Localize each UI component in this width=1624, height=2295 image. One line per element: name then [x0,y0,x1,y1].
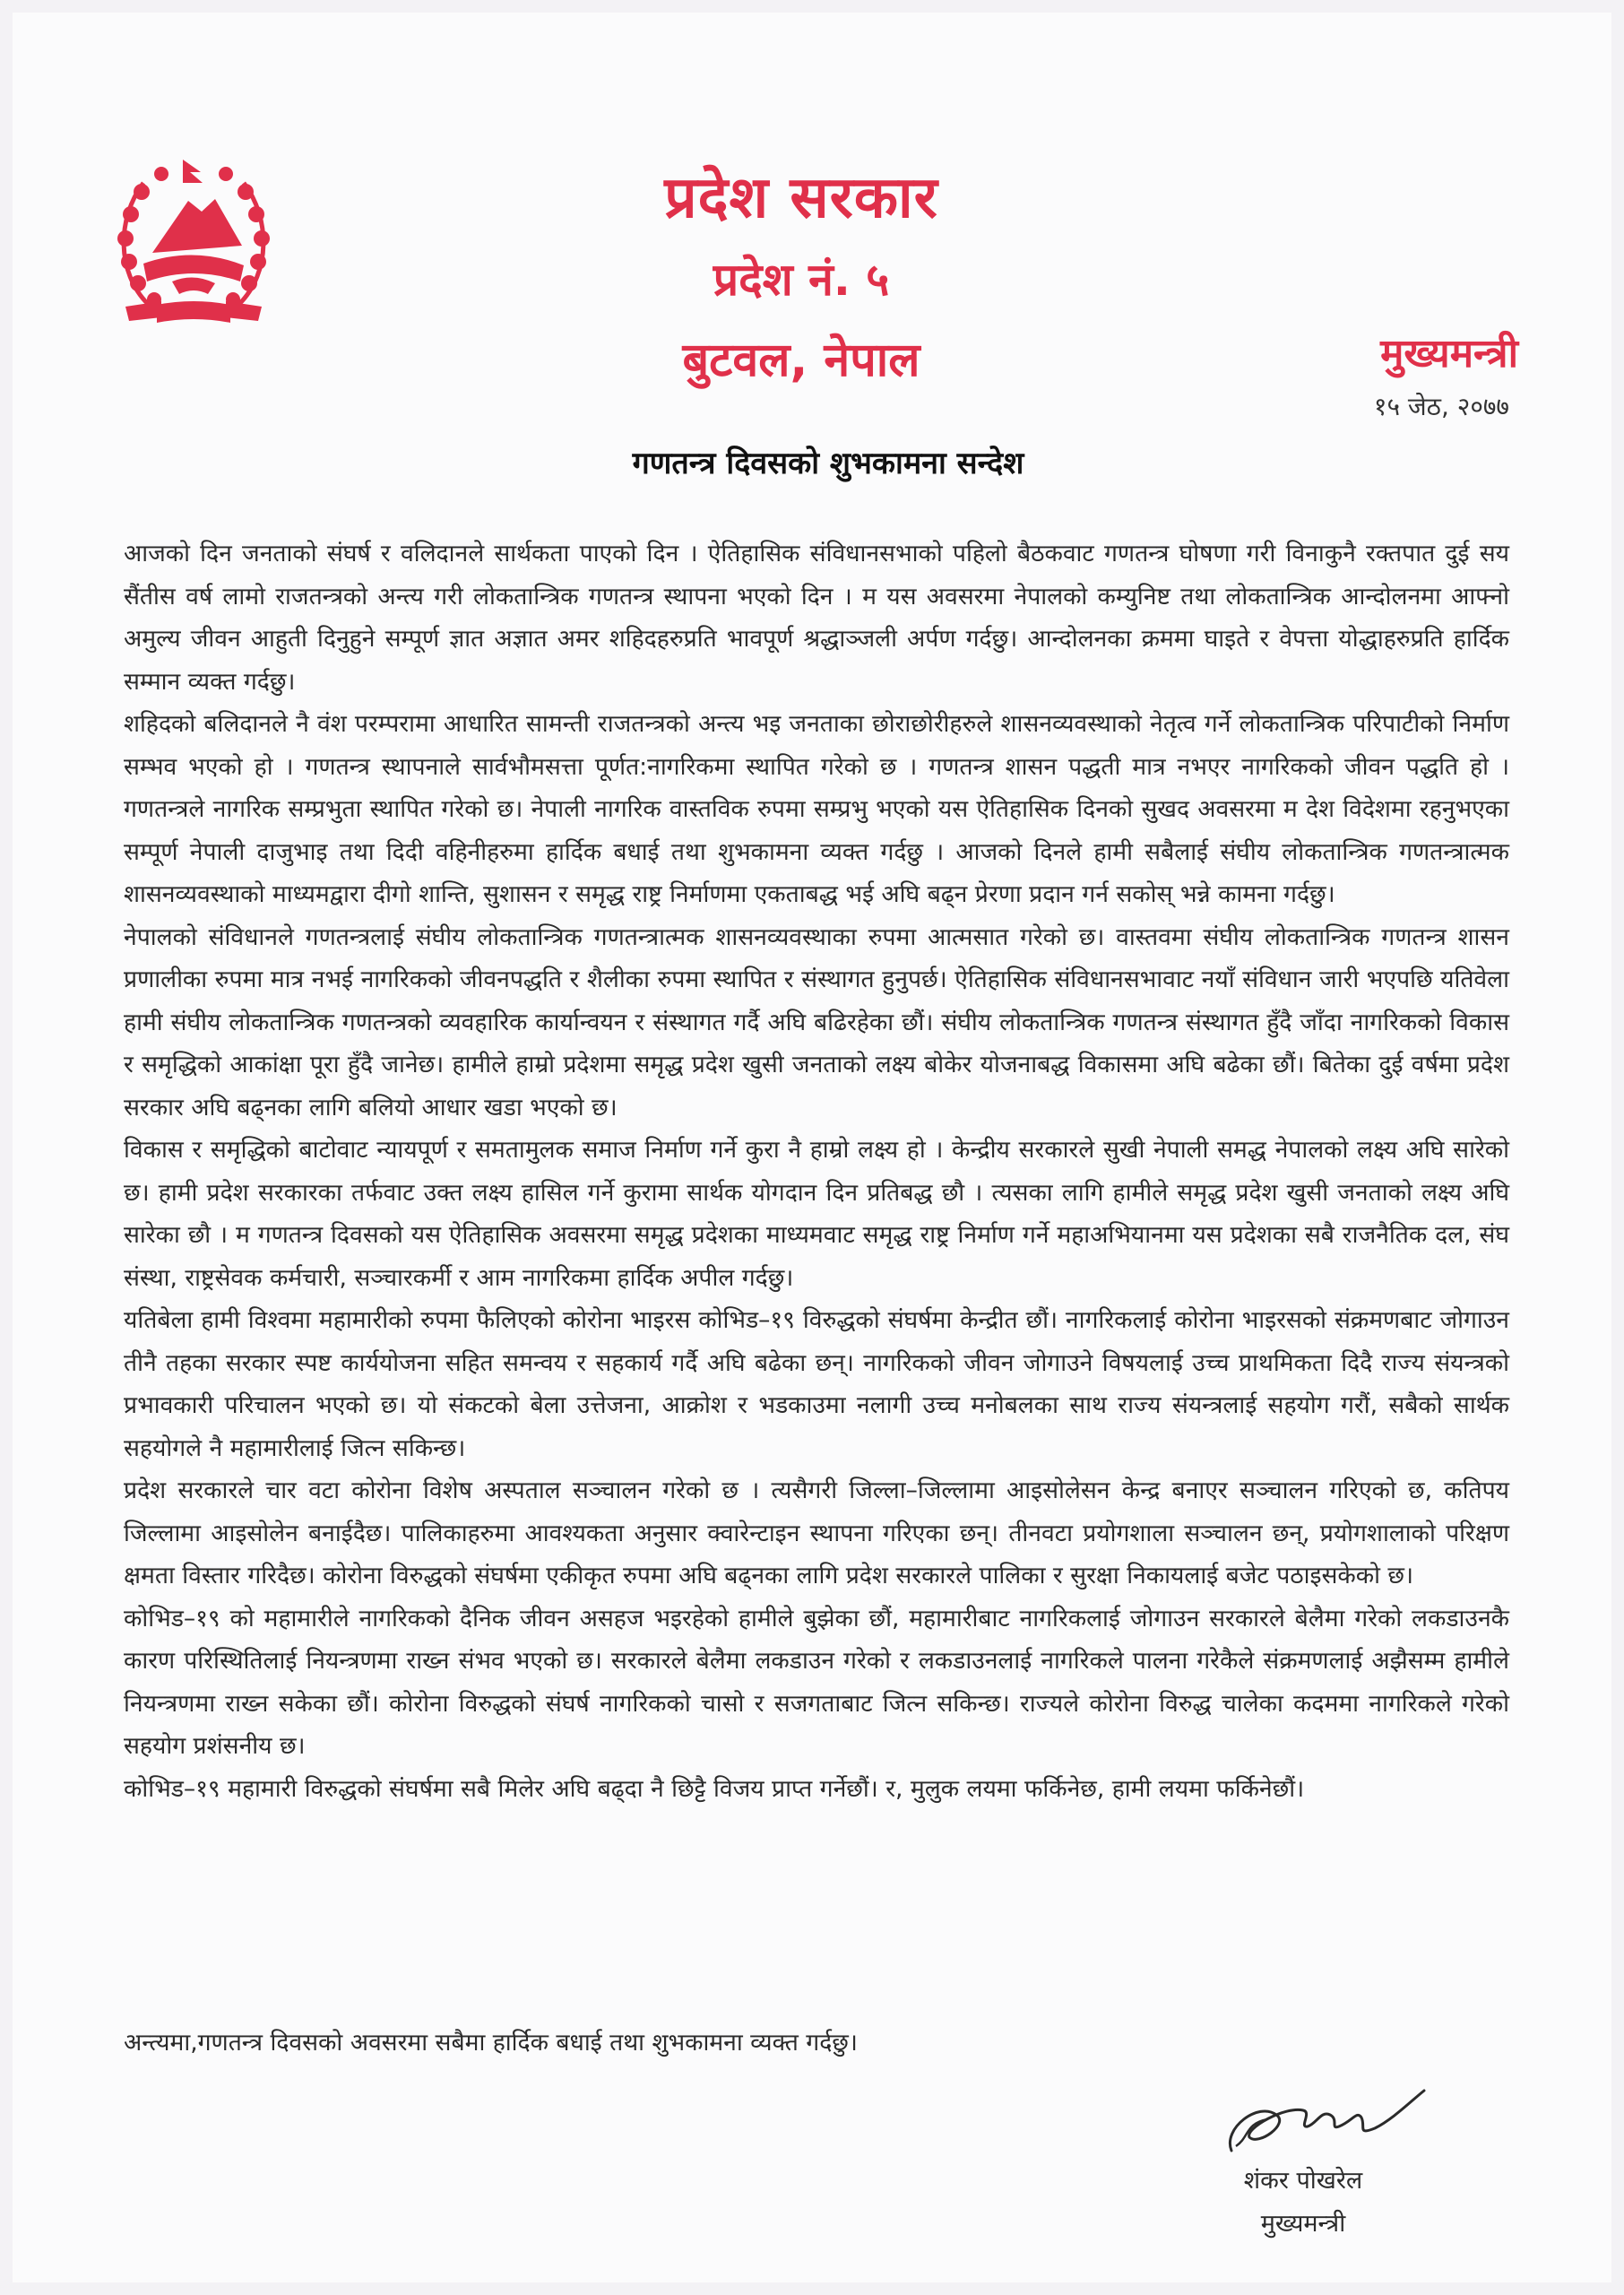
signatory-name: शंकर पोखरेल [1243,2167,1363,2195]
body-paragraph: विकास र समृद्धिको बाटोवाट न्यायपूर्ण र समतामुलक समाज निर्माण गर्ने कुरा नै हाम्रो लक्ष्य हो । केन्द्रीय सरकारले सुखी नेपाली समद्ध नेपालको लक्ष्य अघि सारेको छ। हामी प्रदेश सरकारका तर्फवाट उक्त लक्ष्य हासिल गर्ने कुरामा सार्थक योगदान दिन प्रतिबद्ध छौ । त्यसका लागि हामीले समृद्ध प्रदेश खुसी जनताको लक्ष्य अघि सारेका छौ । म गणतन्त्र दिवसको यस ऐतिहासिक अवसरमा समृद्ध प्रदेशका माध्यमवाट समृद्ध राष्ट्र निर्माण गर्ने महाअभियानमा यस प्रदेशका सबै राजनैतिक दल, संघ संस्था, राष्ट्रसेवक कर्मचारी, सञ्चारकर्मी र आम नागरिकमा हार्दिक अपील गर्दछु। [124,1136,1509,1292]
office-title: मुख्यमन्त्री [1380,331,1518,377]
letter-subject: गणतन्त्र दिवसको शुभकामना सन्देश [632,446,1024,481]
signatory-block [1214,2160,1393,2246]
letter-page [13,13,1611,2282]
signatory-title: मुख्यमन्त्री [1260,2210,1346,2238]
body-paragraph: शहिदको बलिदानले नै वंश परम्परामा आधारित सामन्ती राजतन्त्रको अन्त्य भइ जनताका छोराछोरीहरुले शासनव्यवस्थाको नेतृत्व गर्ने लोकतान्त्रिक परिपाटीको निर्माण सम्भव भएको हो । गणतन्त्र स्थापनाले सार्वभौमसत्ता पूर्णत:नागरिकमा स्थापित गरेको छ । गणतन्त्र शासन पद्धती मात्र नभएर नागरिकको जीवन पद्धति हो । गणतन्त्रले नागरिक सम्प्रभुता स्थापित गरेको छ। नेपाली नागरिक वास्तविक रुपमा सम्प्रभु भएको यस ऐतिहासिक दिनको सुखद अवसरमा म देश विदेशमा रहनुभएका सम्पूर्ण नेपाली दाजुभाइ तथा दिदी वहिनीहरुमा हार्दिक बधाई तथा शुभकामना व्यक्त गर्दछु । आजको दिनले हामी सबैलाई संघीय लोकतान्त्रिक गणतन्त्रात्मक शासनव्यवस्थाको माध्यमद्वारा दीगो शान्ति, सुशासन र समृद्ध राष्ट्र निर्माणमा एकताबद्ध भई अघि बढ्न प्रेरणा प्रदान गर्न सकोस् भन्ने कामना गर्दछु। [124,710,1509,908]
letter-body [124,533,1509,1810]
letterhead-title: प्रदेश सरकार [664,165,938,231]
body-paragraph: आजको दिन जनताको संघर्ष र वलिदानले सार्थकता पाएको दिन । ऐतिहासिक संविधानसभाको पहिलो बैठकवाट गणतन्त्र घोषणा गरी विनाकुनै रक्तपात दुई सय सैंतीस वर्ष लामो राजतन्त्रको अन्त्य गरी लोकतान्त्रिक गणतन्त्र स्थापना भएको दिन । म यस अवसरमा नेपालको कम्युनिष्ट तथा लोकतान्त्रिक आन्दोलनमा आफ्नो अमुल्य जीवन आहुती दिनुहुने सम्पूर्ण ज्ञात अज्ञात अमर शहिदहरुप्रति भावपूर्ण श्रद्धाञ्जली अर्पण गर्दछु। आन्दोलनका क्रममा घाइते र वेपत्ता योद्धाहरुप्रति हार्दिक सम्मान व्यक्त गर्दछु। [124,540,1509,696]
body-paragraph: कोभिड–१९ महामारी विरुद्धको संघर्षमा सबै मिलेर अघि बढ्दा नै छिट्टै विजय प्राप्त गर्नेछौं। र, मुलुक लयमा फर्किनेछ, हामी लयमा फर्किनेछौं। [124,1774,1305,1803]
letterhead-location: बुटवल, नेपाल [682,333,920,387]
letter-date: १५ जेठ, २०७७ [1373,392,1509,421]
body-paragraph: नेपालको संविधानले गणतन्त्रलाई संघीय लोकतान्त्रिक गणतन्त्रात्मक शासनव्यवस्थाका रुपमा आत्मसात गरेको छ। वास्तवमा संघीय लोकतान्त्रिक गणतन्त्र शासन प्रणालीका रुपमा मात्र नभई नागरिकको जीवनपद्धति र शैलीका रुपमा स्थापित र संस्थागत हुनुपर्छ। ऐतिहासिक संविधानसभावाट नयाँ संविधान जारी भएपछि यतिवेला हामी संघीय लोकतान्त्रिक गणतन्त्रको व्यवहारिक कार्यान्वयन र संस्थागत गर्दै अघि बढिरहेका छौं। संघीय लोकतान्त्रिक गणतन्त्र संस्थागत हुँदै जाँदा नागरिकको विकास र समृद्धिको आकांक्षा पूरा हुँदै जानेछ। हामीले हाम्रो प्रदेशमा समृद्ध प्रदेश खुसी जनताको लक्ष्य बोकेर योजनाबद्ध विकासमा अघि बढेका छौं। बितेका दुई वर्षमा प्रदेश सरकार अघि बढ्नका लागि बलियो आधार खडा भएको छ। [124,922,1509,1122]
closing-line: अन्त्यमा,गणतन्त्र दिवसको अवसरमा सबैमा हार्दिक बधाई तथा शुभकामना व्यक्त गर्दछु। [124,2029,858,2057]
body-paragraph: यतिबेला हामी विश्वमा महामारीको रुपमा फैलिएको कोरोना भाइरस कोभिड–१९ विरुद्धको संघर्षमा केन्द्रीत छौं। नागरिकलाई कोरोना भाइरसको संक्रमणबाट जोगाउन तीनै तहका सरकार स्पष्ट कार्ययोजना सहित समन्वय र सहकार्य गर्दै अघि बढेका छन्। नागरिकको जीवन जोगाउने विषयलाई उच्च प्राथमिकता दिदै राज्य संयन्त्रको प्रभावकारी परिचालन भएको छ। यो संकटको बेला उत्तेजना, आक्रोश र भडकाउमा नलागी उच्च मनोबलका साथ राज्य संयन्त्रलाई सहयोग गरौं, सबैको सार्थक सहयोगले नै महामारीलाई जित्न सकिन्छ। [124,1306,1509,1462]
body-paragraph: कोभिड–१९ को महामारीले नागरिकको दैनिक जीवन असहज भइरहेको हामीले बुझेका छौं, महामारीबाट नागरिकलाई जोगाउन सरकारले बेलैमा गरेको लकडाउनकै कारण परिस्थितिलाई नियन्त्रणमा राख्न संभव भएको छ। सरकारले बेलैमा लकडाउन गरेको र लकडाउनलाई नागरिकले पालना गरेकैले संक्रमणलाई अझैसम्म हामीले नियन्त्रणमा राख्न सकेका छौं। कोरोना विरुद्धको संघर्ष नागरिकको चासो र सजगताबाट जित्न सकिन्छ। राज्यले कोरोना विरुद्ध चालेका कदममा नागरिकले गरेको सहयोग प्रशंसनीय छ। [124,1604,1509,1760]
signature-image [1205,2074,1438,2164]
letterhead-province: प्रदेश नं. ५ [713,254,890,306]
nepal-emblem-icon [108,147,280,335]
body-paragraph: प्रदेश सरकारले चार वटा कोरोना विशेष अस्पताल सञ्चालन गरेको छ । त्यसैगरी जिल्ला–जिल्लामा आइसोलेसन केन्द्र बनाएर सञ्चालन गरिएको छ, कतिपय जिल्लामा आइसोलेन बनाईदैछ। पालिकाहरुमा आवश्यकता अनुसार क्वारेन्टाइन स्थापना गरिएका छन्। तीनवटा प्रयोगशाला सञ्चालन छन्, प्रयोगशालाको परिक्षण क्षमता विस्तार गरिदैछ। कोरोना विरुद्धको संघर्षमा एकीकृत रुपमा अघि बढ्नका लागि प्रदेश सरकारले पालिका र सुरक्षा निकायलाई बजेट पठाइसकेको छ। [124,1477,1509,1589]
